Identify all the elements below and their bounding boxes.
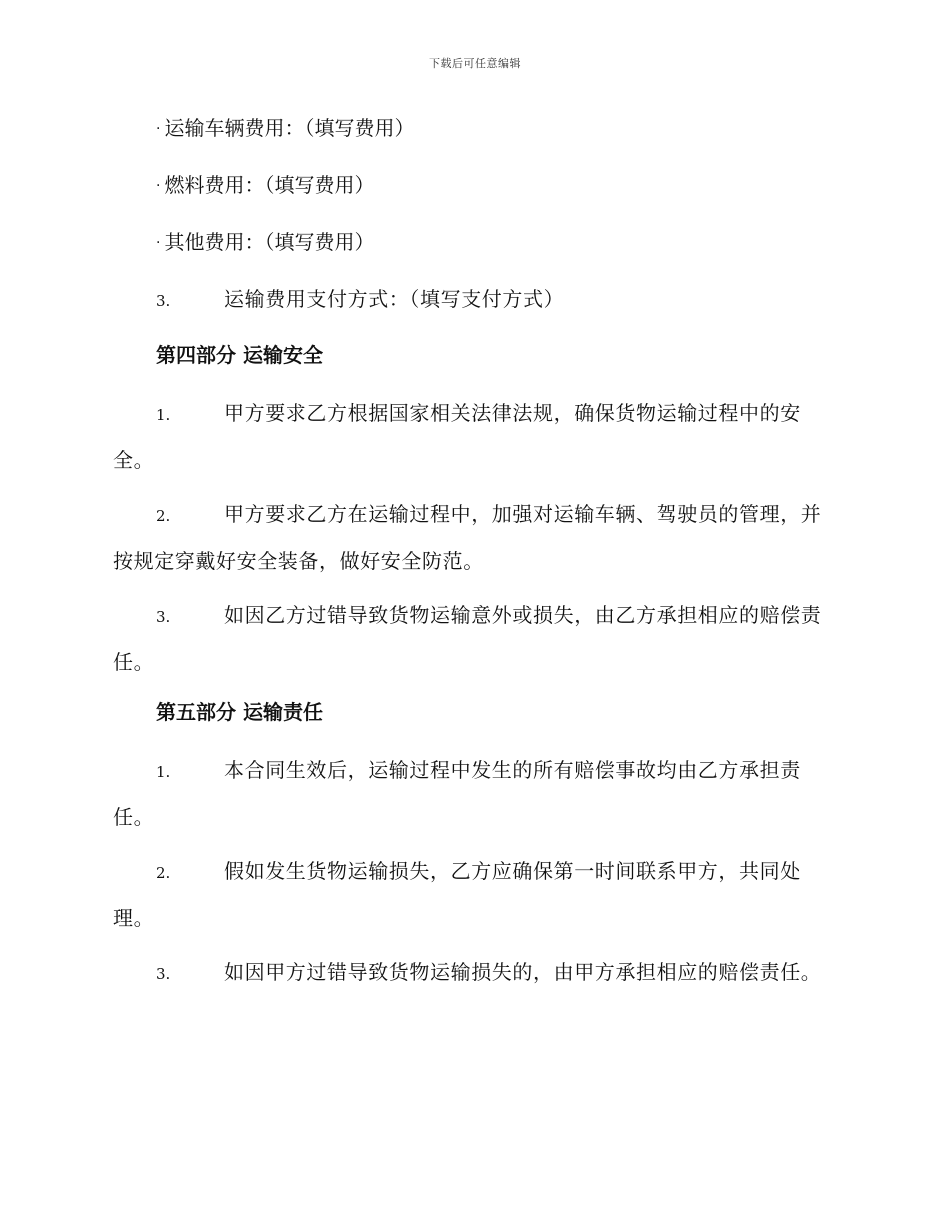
payment-method-item (113, 281, 835, 319)
item-number: 2. (156, 864, 171, 882)
numbered-clause (113, 748, 835, 840)
bullet-dot: · (156, 235, 161, 251)
item-number: 3. (156, 608, 171, 626)
section-heading-safety: 第四部分 运输安全 (156, 343, 323, 367)
page-header: 下载后可任意编辑 (429, 57, 521, 70)
numbered-clause (113, 593, 835, 685)
numbered-clause (113, 391, 835, 483)
fee-item-text: 其他费用：（填写费用） (164, 230, 375, 254)
item-number: 1. (156, 763, 171, 781)
section-heading-responsibility: 第五部分 运输责任 (156, 700, 323, 724)
item-text: 甲方要求乙方根据国家相关法律法规，确保货物运输过程中的安全。 (113, 401, 801, 472)
document-body (113, 110, 835, 1006)
item-text: 运输费用支付方式：（填写支付方式） (224, 287, 565, 311)
fee-item (113, 110, 835, 149)
item-number: 2. (156, 507, 171, 525)
bullet-dot: · (156, 121, 161, 137)
numbered-clause (113, 492, 835, 584)
fee-item (113, 167, 835, 206)
item-number: 3. (156, 965, 171, 983)
numbered-clause (113, 950, 835, 997)
item-text: 如因乙方过错导致货物运输意外或损失，由乙方承担相应的赔偿责任。 (113, 603, 822, 674)
item-text: 假如发生货物运输损失，乙方应确保第一时间联系甲方，共同处理。 (113, 859, 801, 930)
item-number: 1. (156, 406, 171, 424)
item-text: 甲方要求乙方在运输过程中，加强对运输车辆、驾驶员的管理，并按规定穿戴好安全装备，做好安全防范。 (113, 502, 822, 573)
bullet-dot: · (156, 178, 161, 194)
numbered-clause (113, 849, 835, 941)
fee-item-text: 燃料费用：（填写费用） (164, 173, 375, 197)
fee-item-text: 运输车辆费用：（填写费用） (164, 116, 415, 140)
item-text: 如因甲方过错导致货物运输损失的，由甲方承担相应的赔偿责任。 (224, 960, 822, 984)
fee-item (113, 224, 835, 263)
item-number: 3. (156, 292, 171, 310)
item-text: 本合同生效后，运输过程中发生的所有赔偿事故均由乙方承担责任。 (113, 758, 801, 829)
